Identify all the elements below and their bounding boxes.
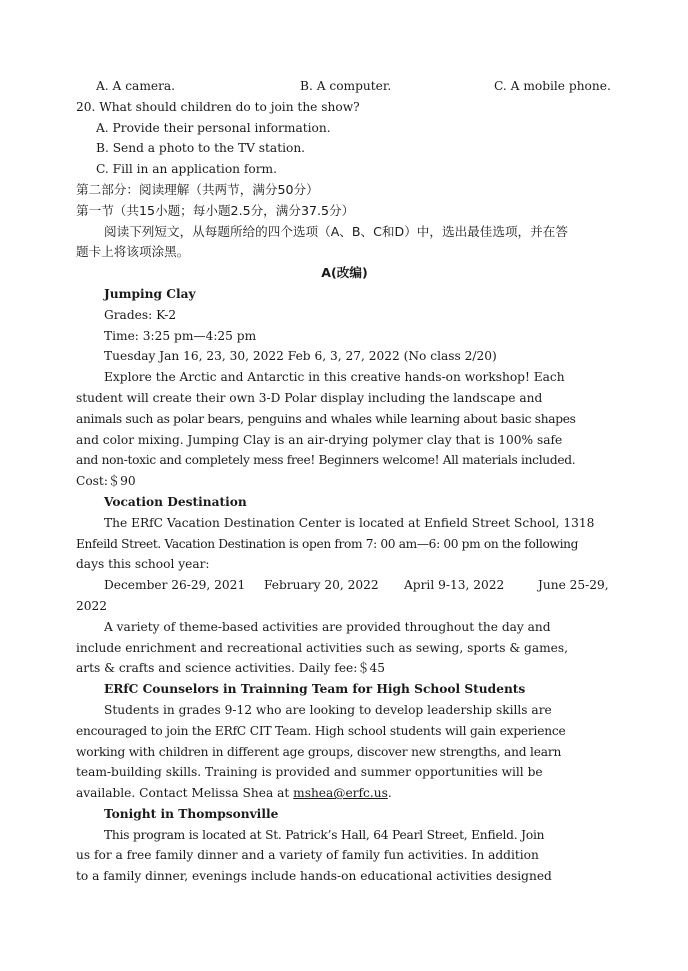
cit-title: ERfC Counselors in Trainning Team for High School Students	[104, 682, 526, 697]
vacation-title: Vocation Destination	[104, 494, 247, 509]
instruction-line-1: 阅读下列短文，从每题所给的四个选项（A、B、C和D）中，选出最佳选项，并在答	[104, 223, 568, 239]
jumping-clay-desc-line: and non-toxic and completely mess free! Beginners welcome! All materials included.	[76, 453, 576, 468]
q20-option-a: A. Provide their personal information.	[96, 120, 331, 135]
cit-contact-suffix: .	[387, 786, 392, 801]
vacation-date: April 9-13, 2022	[404, 578, 505, 593]
part2-heading: 第二部分：阅读理解（共两节，满分50分）	[76, 181, 319, 197]
cit-desc-line: Students in grades 9-12 who are looking to develop leadership skills are	[104, 702, 552, 717]
cit-desc-line: working with children in different age groups, discover new strengths, and learn	[76, 744, 562, 759]
jumping-clay-desc-line: student will create their own 3-D Polar display including the landscape and	[76, 390, 543, 405]
cit-contact-prefix: available. Contact Melissa Shea at	[76, 786, 294, 801]
vacation-desc-line: The ERfC Vacation Destination Center is located at Enfield Street School, 1318	[104, 515, 595, 530]
q19-option-c: C. A mobile phone.	[494, 79, 611, 93]
thompsonville-desc-line: us for a free family dinner and a variety of family fun activities. In addition	[76, 848, 539, 863]
vacation-date: December 26-29, 2021	[104, 578, 246, 593]
passage-title: A(改编)	[321, 265, 368, 281]
cit-email-link[interactable]: mshea@erfc.us	[293, 786, 388, 801]
vacation-desc-line: Enfeild Street. Vacation Destination is open from 7: 00 am—6: 00 pm on the following	[76, 536, 579, 551]
jumping-clay-dates: Tuesday Jan 16, 23, 30, 2022 Feb 6, 3, 27, 2022 (No class 2/20)	[104, 349, 497, 364]
vacation-dates	[76, 575, 613, 596]
cit-desc-line: encouraged to join the ERfC CIT Team. High school students will gain experience	[76, 723, 566, 738]
vacation-date: June 25-29,	[538, 578, 609, 593]
vacation-date-cont: 2022	[76, 598, 108, 613]
jumping-clay-cost: Cost:＄90	[76, 474, 136, 489]
q20-question: 20. What should children do to join the show?	[76, 99, 360, 114]
vacation-activities-line: arts & crafts and science activities. Daily fee:＄45	[76, 661, 386, 676]
jumping-clay-time: Time: 3:25 pm—4:25 pm	[104, 328, 257, 343]
instruction-line-2: 题卡上将该项涂黑。	[76, 244, 190, 260]
q19-options	[76, 76, 613, 97]
thompsonville-desc-line: This program is located at St. Patrick’s Hall, 64 Pearl Street, Enfield. Join	[104, 827, 545, 842]
jumping-clay-grades: Grades: K-2	[104, 307, 177, 322]
section1-heading: 第一节（共15小题；每小题2.5分，满分37.5分）	[76, 202, 355, 218]
document-page	[76, 76, 613, 887]
jumping-clay-title: Jumping Clay	[104, 286, 196, 301]
vacation-activities-line: include enrichment and recreational activities such as sewing, sports & games,	[76, 640, 569, 655]
vacation-activities-line: A variety of theme-based activities are provided throughout the day and	[104, 619, 551, 634]
q19-option-b: B. A computer.	[300, 79, 392, 93]
thompsonville-title: Tonight in Thompsonville	[104, 806, 279, 821]
cit-desc-line: team-building skills. Training is provided and summer opportunities will be	[76, 765, 543, 780]
thompsonville-desc-line: to a family dinner, evenings include hands-on educational activities designed	[76, 869, 552, 884]
q19-option-a: A. A camera.	[96, 79, 176, 93]
jumping-clay-desc-line: Explore the Arctic and Antarctic in this creative hands-on workshop! Each	[104, 370, 565, 385]
vacation-desc-line: days this school year:	[76, 557, 210, 572]
q20-option-b: B. Send a photo to the TV station.	[96, 141, 306, 156]
vacation-date: February 20, 2022	[264, 578, 379, 593]
jumping-clay-desc-line: and color mixing. Jumping Clay is an air-drying polymer clay that is 100% safe	[76, 432, 563, 447]
jumping-clay-desc-line: animals such as polar bears, penguins and whales while learning about basic shapes	[76, 411, 576, 426]
cit-contact	[76, 783, 613, 804]
q20-option-c: C. Fill in an application form.	[96, 162, 277, 177]
